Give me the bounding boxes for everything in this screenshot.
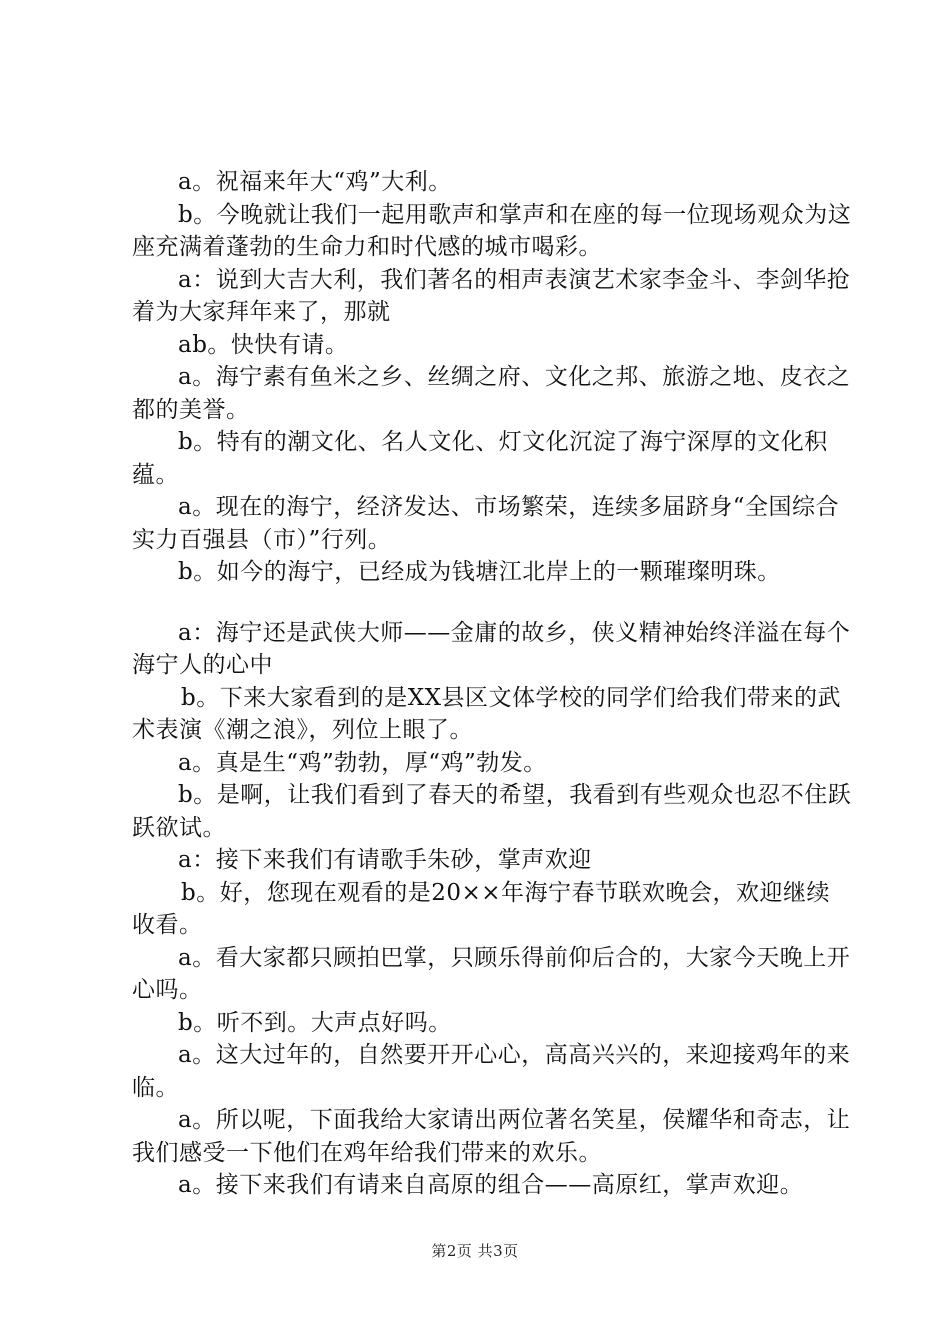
paragraph: a：说到大吉大利，我们著名的相声表演艺术家李金斗、李剑华抢着为大家拜年来了，那就 bbox=[132, 266, 851, 325]
paragraph: a。所以呢，下面我给大家请出两位著名笑星，侯耀华和奇志，让我们感受一下他们在鸡年给我们带来的欢乐。 bbox=[132, 1107, 851, 1166]
paragraph: a。海宁素有鱼米之乡、丝绸之府、文化之邦、旅游之地、皮衣之都的美誉。 bbox=[132, 364, 851, 423]
paragraph: ab。快快有请。 bbox=[178, 331, 349, 358]
paragraph: a。接下来我们有请来自高原的组合——高原红，掌声欢迎。 bbox=[178, 1172, 804, 1198]
paragraph: b。今晚就让我们一起用歌声和掌声和在座的每一位现场观众为这座充满着蓬勃的生命力和时代感的城市喝彩。 bbox=[132, 201, 852, 260]
paragraph: b。特有的潮文化、名人文化、灯文化沉淀了海宁深厚的文化积蕴。 bbox=[132, 429, 828, 488]
paragraph: b。听不到。大声点好吗。 bbox=[178, 1009, 452, 1036]
paragraph: b。是啊，让我们看到了春天的希望，我看到有些观众也忍不住跃跃欲试。 bbox=[132, 782, 852, 841]
paragraph-gap bbox=[132, 589, 852, 617]
paragraph: a。现在的海宁，经济发达、市场繁荣，连续多届跻身“全国综合实力百强县（市）”行列。 bbox=[132, 494, 839, 553]
paragraph: b。如今的海宁，已经成为钱塘江北岸上的一颗璀璨明珠。 bbox=[178, 559, 781, 585]
paragraph: a。真是生“鸡”勃勃，厚“鸡”勃发。 bbox=[178, 749, 547, 776]
paragraph: b。好，您现在观看的是20××年海宁春节联欢晚会，欢迎继续收看。 bbox=[132, 879, 831, 938]
paragraph: a：接下来我们有请歌手朱砂，掌声欢迎 bbox=[178, 847, 592, 873]
paragraph: b。下来大家看到的是XX县区文体学校的同学们给我们带来的武术表演《潮之浪》，列位上眼了。 bbox=[132, 684, 841, 743]
paragraph: a。看大家都只顾拍巴掌，只顾乐得前仰后合的，大家今天晚上开心吗。 bbox=[132, 944, 851, 1003]
page-footer: 第2页 共3页 bbox=[431, 1242, 519, 1260]
document-body bbox=[132, 166, 852, 1202]
paragraph: a。这大过年的，自然要开开心心，高高兴兴的，来迎接鸡年的来临。 bbox=[132, 1042, 851, 1101]
paragraph: a：海宁还是武侠大师——金庸的故乡，侠义精神始终洋溢在每个海宁人的心中 bbox=[132, 619, 851, 678]
paragraph: a。祝福来年大“鸡”大利。 bbox=[178, 169, 452, 195]
